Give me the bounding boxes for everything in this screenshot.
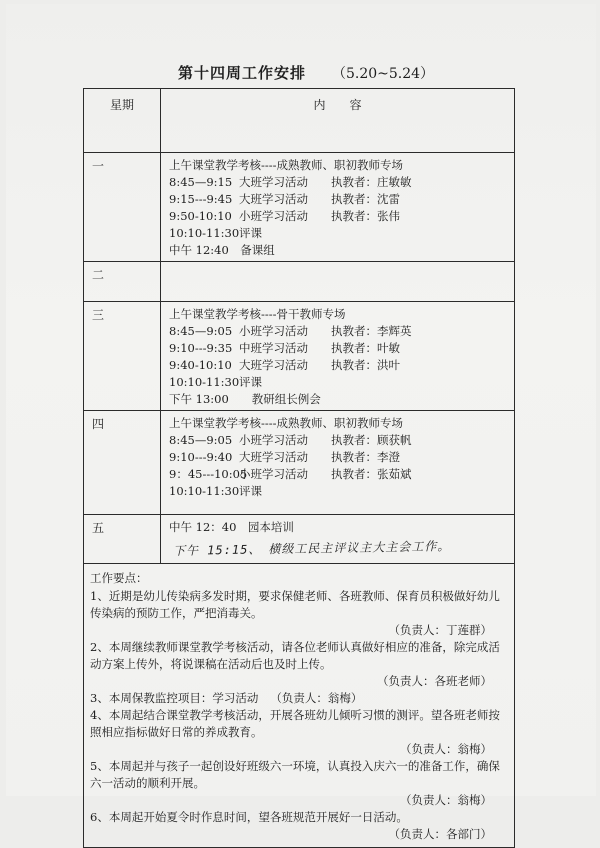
day-heading: 上午课堂教学考核----成熟教师、职初教师专场 [169, 416, 404, 430]
slot-row: 9:15---9:45 大班学习活动 执教者：沈雷 [169, 192, 400, 206]
schedule-table [83, 88, 515, 848]
work-item: 3、本周保教监控项目：学习活动 （负责人：翁梅） [90, 691, 363, 705]
day-heading: 上午课堂教学考核----成熟教师、职初教师专场 [169, 158, 404, 172]
work-item-responsible: （负责人：翁梅） [270, 691, 363, 705]
work-points-row [84, 564, 515, 848]
slot-row: 9:50-10:10 小班学习活动 执教者：张伟 [169, 209, 400, 223]
day-row-tuesday [84, 262, 515, 302]
date-range: （5.20~5.24） [331, 66, 435, 82]
slot-row: 9:10---9:40 大班学习活动 执教者：李澄 [169, 450, 400, 464]
day-row-monday [84, 153, 515, 262]
header-day: 星期 [84, 89, 161, 153]
work-item: 2、本周继续教师课堂教学考核活动，请各位老师认真做好相应的准备，除完成活动方案上传外，将说课稿在活动后也及时上传。 [90, 640, 500, 671]
work-points [84, 564, 515, 848]
handwritten-note: 下午 15:15、 横级工民主评议主大主会工作。 [172, 539, 451, 558]
work-item: 5、本周起并与孩子一起创设好班级六一环境，认真投入庆六一的准备工作，确保六一活动的顺利开展。 [90, 759, 500, 790]
slot-row: 8:45—9:15 大班学习活动 执教者：庄敏敏 [169, 175, 412, 189]
work-item: 1、近期是幼儿传染病多发时期，要求保健老师、各班教师、保育员积极做好幼儿传染病的预防工作，严把消毒关。 [90, 589, 500, 620]
day-row-wednesday [84, 302, 515, 411]
work-item-responsible: （负责人：丁莲群） [388, 623, 492, 637]
slot-row: 9:10---9:35 中班学习活动 执教者：叶敏 [169, 341, 400, 355]
work-item-responsible: （负责人：各班老师） [377, 674, 492, 688]
day-note: 下午 13:00 教研组长例会 [169, 392, 321, 406]
slot-row: 10:10-11:30 评课 [169, 226, 262, 240]
work-item-responsible: （负责人：翁梅） [400, 793, 492, 807]
slot-row: 9：45---10:05 小班学习活动 执教者：张茹斌 [169, 467, 412, 481]
work-points-title: 工作要点： [90, 571, 148, 585]
day-content [161, 153, 515, 262]
day-row-friday [84, 515, 515, 564]
day-label: 一 [84, 153, 161, 262]
day-label: 二 [84, 262, 161, 302]
slot-row: 8:45—9:05 小班学习活动 执教者：顾获帆 [169, 433, 412, 447]
day-label: 五 [84, 515, 161, 564]
slot-row: 8:45—9:05 小班学习活动 执教者：李辉英 [169, 324, 412, 338]
header-content: 内 容 [161, 89, 515, 153]
slot-row: 9:40-10:10 大班学习活动 执教者：洪叶 [169, 358, 400, 372]
work-item-responsible: （负责人：各部门） [388, 827, 492, 841]
day-row-thursday [84, 411, 515, 515]
day-label: 三 [84, 302, 161, 411]
work-item: 6、本周起开始夏令时作息时间，望各班规范开展好一日活动。 [90, 810, 408, 824]
day-content [161, 515, 515, 564]
header-row [84, 89, 515, 153]
work-item-responsible: （负责人：翁梅） [400, 742, 492, 756]
day-note: 中午 12:40 备课组 [169, 243, 275, 257]
slot-row: 10:10-11:30 评课 [169, 375, 262, 389]
work-item: 4、本周起结合课堂教学考核活动，开展各班幼儿倾听习惯的测评。望各班老师按照相应指标做好日常的养成教育。 [90, 708, 500, 739]
day-content [161, 411, 515, 515]
day-heading: 中午 12：40 园本培训 [169, 520, 294, 534]
slot-row: 10:10-11:30 评课 [169, 484, 262, 498]
day-heading: 上午课堂教学考核----骨干教师专场 [169, 307, 346, 321]
page-title [6, 62, 600, 83]
title-text: 第十四周工作安排 [177, 64, 306, 82]
day-content [161, 302, 515, 411]
day-content [161, 262, 515, 302]
day-label: 四 [84, 411, 161, 515]
